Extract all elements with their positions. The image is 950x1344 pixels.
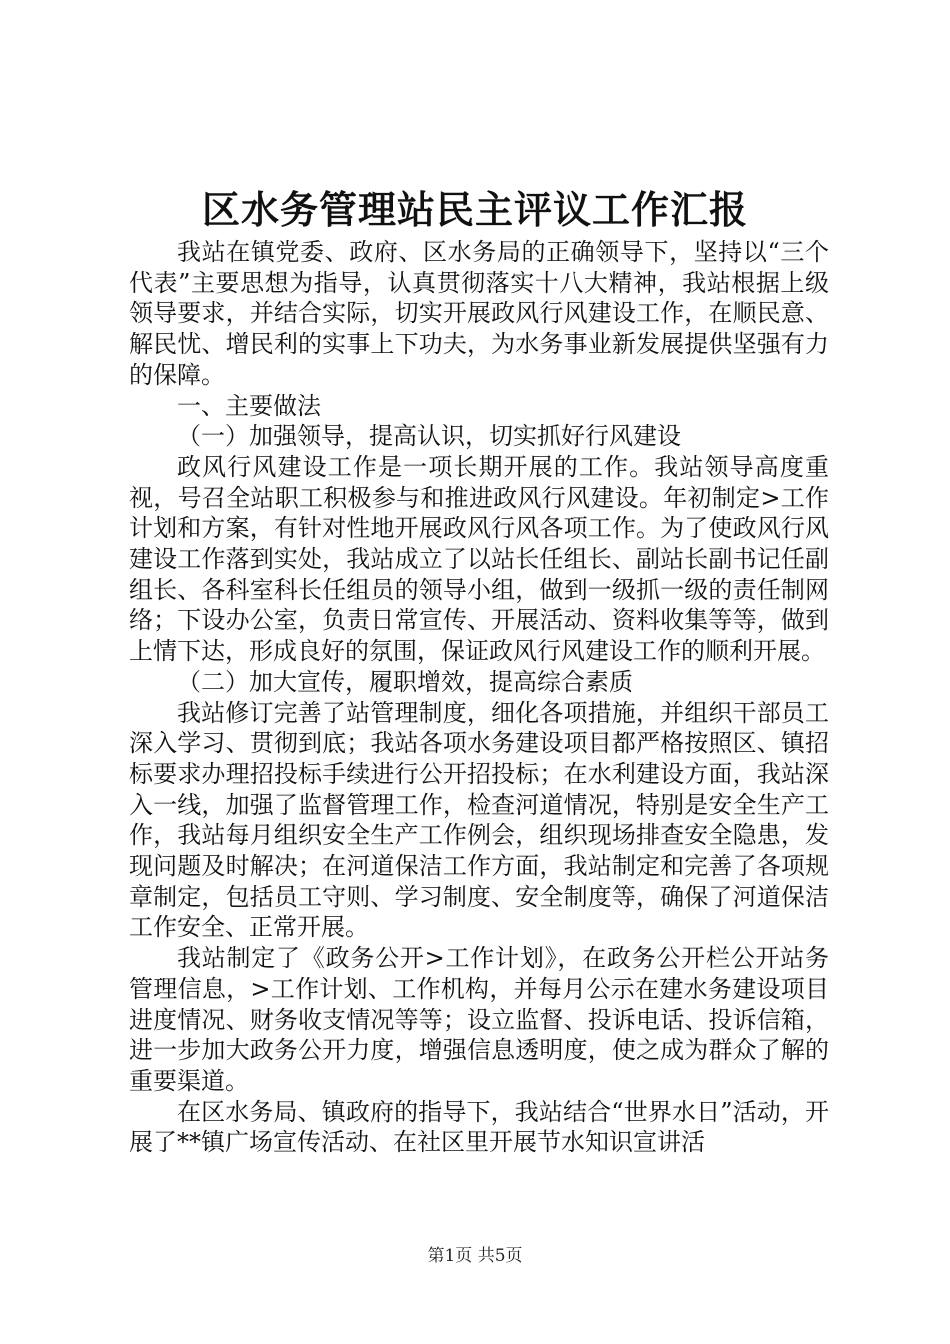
page-title: 区水务管理站民主评议工作汇报 (201, 187, 748, 232)
page-number-footer: 第1页 共5页 (427, 1246, 523, 1266)
subsection-heading-publicity: （二）加大宣传，履职增效，提高综合素质 (177, 667, 633, 696)
paragraph-water-day: 在区水务局、镇政府的指导下，我站结合“世界水日”活动，开展了**镇广场宣传活动、在社区里开展节水知识宣讲活 (129, 1097, 829, 1157)
subsection-heading-leadership: （一）加强领导，提高认识，切实抓好行风建设 (177, 422, 681, 451)
paragraph-transparency: 我站制定了《政务公开>工作计划》，在政务公开栏公开站务管理信息，>工作计划、工作机构，并每月公示在建水务建设项目进度情况、财务收支情况等等；设立监督、投诉电话、投诉信箱，进一步加大政务公开力度，增强信息透明度，使之成为群众了解的重要渠道。 (129, 944, 829, 1095)
paragraph-management: 我站修订完善了站管理制度，细化各项措施，并组织干部员工深入学习、贯彻到底；我站各项水务建设项目都严格按照区、镇招标要求办理招投标手续进行公开招投标；在水利建设方面，我站深入一线，加强了监督管理工作，检查河道情况，特别是安全生产工作，我站每月组织安全生产工作例会，组织现场排查安全隐患，发现问题及时解决；在河道保洁工作方面，我站制定和完善了各项规章制定，包括员工守则、学习制度、安全制度等，确保了河道保洁工作安全、正常开展。 (129, 698, 829, 942)
section-heading-main-methods: 一、主要做法 (177, 391, 321, 420)
paragraph-leadership: 政风行风建设工作是一项长期开展的工作。我站领导高度重视，号召全站职工积极参与和推进政风行风建设。年初制定>工作计划和方案，有针对性地开展政风行风各项工作。为了使政风行风建设工作落到实处，我站成立了以站长任组长、副站长副书记任副组长、各科室科长任组员的领导小组，做到一级抓一级的责任制网络；下设办公室，负责日常宣传、开展活动、资料收集等等，做到上情下达，形成良好的氛围，保证政风行风建设工作的顺利开展。 (129, 452, 829, 666)
paragraph-intro: 我站在镇党委、政府、区水务局的正确领导下，坚持以“三个代表”主要思想为指导，认真贯彻落实十八大精神，我站根据上级领导要求，并结合实际，切实开展政风行风建设工作，在顺民意、解民忧、增民利的实事上下功夫，为水务事业新发展提供坚强有力的保障。 (129, 238, 829, 389)
document-body (129, 237, 829, 1158)
